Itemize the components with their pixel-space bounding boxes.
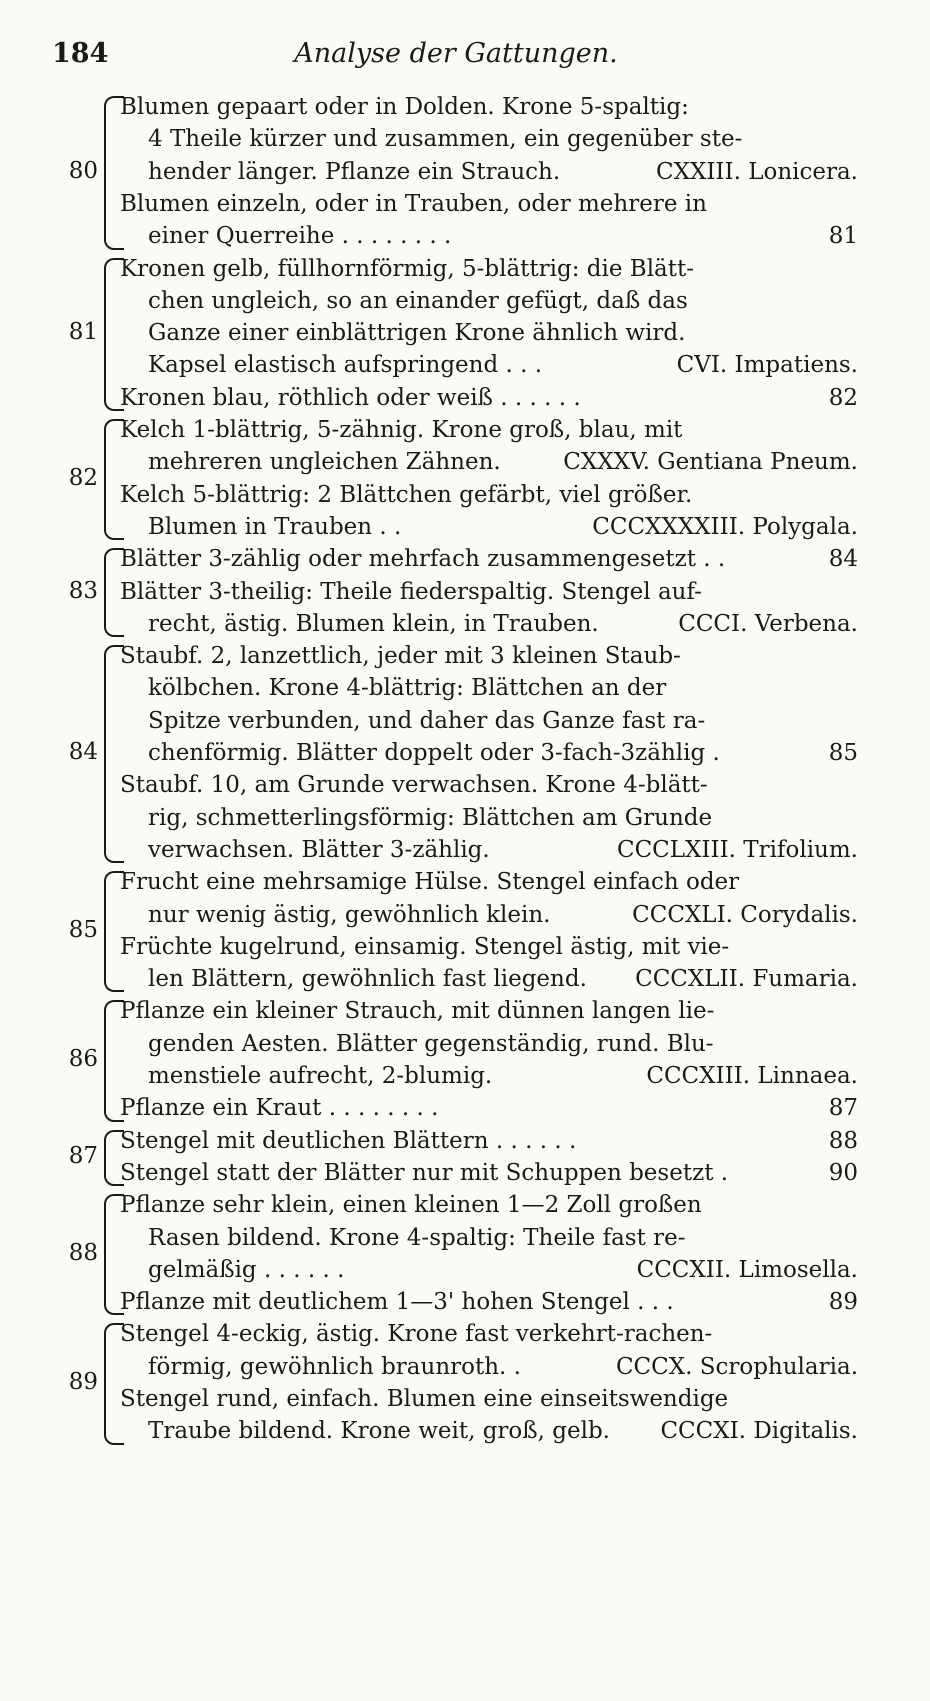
key-line-text: Pflanze mit deutlichem 1—3' hohen Stengel . . . [120, 1289, 674, 1316]
key-line [120, 381, 858, 415]
couplet-brace [104, 1000, 124, 1121]
key-line [148, 445, 858, 479]
key-reference-number: 82 [823, 381, 858, 415]
key-reference-number: 84 [823, 542, 858, 576]
key-line-text: Kapsel elastisch aufspringend . . . [148, 352, 543, 379]
key-line [120, 865, 858, 899]
page-number: 184 [52, 38, 109, 69]
key-line-text: Kronen blau, röthlich oder weiß . . . . . . [120, 384, 581, 411]
key-line [148, 671, 858, 705]
key-line-text: Pflanze ein kleiner Strauch, mit dünnen langen lie- [120, 998, 715, 1025]
genus-name: CCCLXIII. Trifolium. [611, 833, 858, 867]
couplet-number: 87 [68, 1142, 98, 1169]
key-line [148, 898, 858, 932]
key-line-text: Ganze einer einblättrigen Krone ähnlich wird. [148, 320, 686, 347]
key-line-text: Staubf. 10, am Grunde verwachsen. Krone 4-blätt- [120, 772, 708, 799]
couplet-brace [104, 871, 124, 992]
couplet-number: 86 [68, 1046, 98, 1072]
genus-name: CCCXLI. Corydalis. [626, 898, 858, 932]
key-line-text: nur wenig ästig, gewöhnlich klein. [148, 901, 551, 928]
key-line [120, 252, 858, 286]
couplet-number: 85 [68, 916, 98, 943]
couplet-brace [104, 258, 124, 412]
key-line [148, 1027, 858, 1061]
key-line-text: Rasen bildend. Krone 4-spaltig: Theile fast re- [148, 1224, 686, 1251]
key-line-text: verwachsen. Blätter 3-zählig. [148, 836, 490, 863]
key-line [148, 284, 858, 318]
key-line [120, 187, 858, 221]
key-line-text: Kelch 1-blättrig, 5-zähnig. Krone groß, blau, mit [120, 417, 683, 443]
key-line-text: Stengel mit deutlichen Blättern . . . . . . [120, 1127, 577, 1154]
genus-name: CXXXV. Gentiana Pneum. [557, 445, 858, 479]
key-line-text: recht, ästig. Blumen klein, in Trauben. [148, 610, 599, 637]
couplet-brace [104, 548, 124, 637]
key-line-text: Stengel 4-eckig, ästig. Krone fast verkehrt-rachen- [120, 1321, 713, 1348]
key-line [148, 704, 858, 738]
page-header [52, 38, 860, 78]
running-title: Analyse der Gattungen. [294, 38, 618, 69]
key-line-text: 4 Theile kürzer und zusammen, ein gegenüber ste- [148, 126, 743, 153]
key-line-text: Staubf. 2, lanzettlich, jeder mit 3 kleinen Staub- [120, 643, 681, 670]
key-line-text: kölbchen. Krone 4-blättrig: Blättchen an der [148, 675, 667, 702]
key-line [148, 833, 858, 867]
key-line-text: Stengel rund, einfach. Blumen eine einseitswendige [120, 1386, 729, 1412]
key-line-text: mehreren ungleichen Zähnen. [148, 449, 501, 476]
couplet-brace [104, 1194, 124, 1315]
key-line [120, 1382, 858, 1416]
couplet-number: 80 [68, 157, 98, 184]
key-reference-number: 90 [823, 1156, 858, 1190]
genus-name: CCCXI. Digitalis. [654, 1414, 858, 1448]
genus-name: CCCXXXXIII. Polygala. [586, 510, 858, 544]
key-line-text: Blumen gepaart oder in Dolden. Krone 5-spaltig: [120, 94, 689, 120]
key-line-text: Frucht eine mehrsamige Hülse. Stengel einfach oder [120, 869, 740, 896]
key-line-text: Spitze verbunden, und daher das Ganze fast ra- [148, 707, 706, 734]
genus-name: CCCXII. Limosella. [631, 1253, 858, 1287]
key-line [120, 930, 858, 964]
key-line-text: Kelch 5-blättrig: 2 Blättchen gefärbt, viel größer. [120, 481, 693, 508]
genus-name: CVI. Impatiens. [671, 348, 858, 382]
key-line-text: Traube bildend. Krone weit, groß, gelb. [148, 1418, 610, 1445]
key-line-text: rig, schmetterlingsförmig: Blättchen am Grunde [148, 804, 713, 831]
key-line-text: Blätter 3-zählig oder mehrfach zusammengesetzt . . [120, 546, 726, 573]
key-line-text: Stengel statt der Blätter nur mit Schuppen besetzt . [120, 1159, 729, 1186]
key-line-text: Früchte kugelrund, einsamig. Stengel ästig, mit vie- [120, 933, 730, 960]
key-line [120, 768, 858, 802]
key-line [120, 575, 858, 609]
couplet-brace [104, 645, 124, 863]
key-line [120, 1317, 858, 1351]
key-line [148, 510, 858, 544]
key-line [148, 348, 858, 382]
key-line-text: gelmäßig . . . . . . [148, 1256, 345, 1283]
key-reference-number: 88 [823, 1124, 858, 1158]
key-line-text: menstiele aufrecht, 2-blumig. [148, 1063, 493, 1089]
key-line [148, 736, 858, 770]
couplet-brace [104, 1130, 124, 1187]
couplet-number: 81 [68, 319, 98, 346]
key-reference-number: 81 [823, 219, 858, 253]
key-line [120, 994, 858, 1028]
key-line-text: Blumen einzeln, oder in Trauben, oder mehrere in [120, 190, 707, 217]
key-line [120, 478, 858, 512]
genus-name: CCCXIII. Linnaea. [640, 1059, 858, 1093]
key-reference-number: 85 [823, 736, 858, 770]
key-line-text: Pflanze ein Kraut . . . . . . . . [120, 1095, 439, 1122]
key-line-text: hender länger. Pflanze ein Strauch. [148, 158, 561, 185]
key-line-text: Pflanze sehr klein, einen kleinen 1—2 Zoll großen [120, 1192, 702, 1219]
key-line [148, 155, 858, 189]
key-line [120, 542, 858, 576]
key-line-text: chenförmig. Blätter doppelt oder 3-fach-3zählig . [148, 740, 720, 766]
key-line [148, 1253, 858, 1287]
key-line-text: len Blättern, gewöhnlich fast liegend. [148, 966, 587, 993]
key-line [120, 1156, 858, 1190]
key-line [120, 1285, 858, 1319]
key-line [120, 639, 858, 673]
key-line [148, 1350, 858, 1384]
key-line [148, 1414, 858, 1448]
genus-name: CXXIII. Lonicera. [650, 155, 858, 189]
key-line [148, 316, 858, 350]
key-line-text: Kronen gelb, füllhornförmig, 5-blättrig: die Blätt- [120, 255, 695, 282]
key-line [148, 607, 858, 641]
key-reference-number: 87 [823, 1091, 858, 1125]
key-line-text: Blätter 3-theilig: Theile fiederspaltig. Stengel auf- [120, 578, 702, 605]
genus-name: CCCXLII. Fumaria. [629, 962, 858, 996]
key-line-text: Blumen in Trauben . . [148, 513, 402, 540]
genus-name: CCCX. Scrophularia. [610, 1350, 858, 1384]
couplet-brace [104, 96, 124, 250]
couplet-number: 88 [68, 1239, 98, 1266]
key-line [148, 219, 858, 253]
key-line [120, 1091, 858, 1125]
key-line [148, 122, 858, 156]
key-line [148, 1221, 858, 1255]
key-line [120, 90, 858, 124]
key-line-text: förmig, gewöhnlich braunroth. . [148, 1353, 521, 1380]
key-line-text: einer Querreihe . . . . . . . . [148, 223, 452, 250]
couplet-brace [104, 419, 124, 540]
couplet-number: 84 [68, 739, 98, 766]
key-line [120, 1188, 858, 1222]
genus-name: CCCI. Verbena. [672, 607, 858, 641]
key-line [120, 413, 858, 447]
key-line-text: genden Aesten. Blätter gegenständig, rund. Blu- [148, 1030, 714, 1057]
key-reference-number: 89 [823, 1285, 858, 1319]
key-line-text: chen ungleich, so an einander gefügt, daß das [148, 287, 688, 314]
key-line [148, 962, 858, 996]
couplet-number: 83 [68, 577, 98, 604]
key-line [148, 1059, 858, 1093]
key-line [120, 1124, 858, 1158]
couplet-brace [104, 1323, 124, 1444]
couplet-number: 89 [68, 1369, 98, 1395]
key-line [148, 801, 858, 835]
couplet-number: 82 [68, 464, 98, 491]
